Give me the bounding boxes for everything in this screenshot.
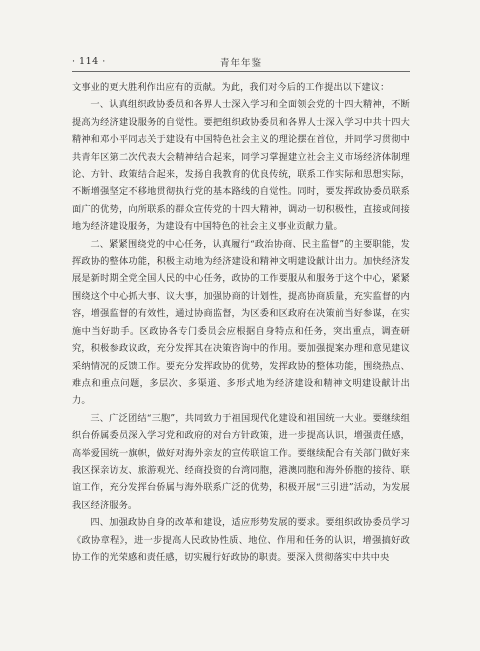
paragraph-item-2: 二、紧紧围绕党的中心任务，认真履行“政治协商、民主监督”的主要职能，发挥政协的整体功能，积极主动地为经济建设和精神文明建设献计出力。加快经济发展是新时期全党全国人民的中心任务，政协的工作要服从和服务于这个中心，紧紧围绕这个中心抓大事、议大事，加强协商的计划性，提高协商质量，充实监督的内容，增强监督的有效性，通过协商监督，为区委和区政府在决策前当好参谋，在实施中当好助手。区政协各专门委员会应根据自身特点和任务，突出重点，调查研究，积极参政议政，充分发挥其在决策咨询中的作用。要加强提案办理和意见建议采纳情况的反馈工作。要充分发挥政协的优势，发挥政协的整体功能，围绕热点、难点和重点问题，多层次、多渠道、多形式地为经济建设和精神文明建设献计出力。 <box>72 238 410 407</box>
body-text <box>72 79 410 566</box>
paragraph-item-4: 四、加强政协自身的改革和建设，适应形势发展的要求。要组织政协委员学习《政协章程》，进一步提高人民政协性质、地位、作用和任务的认识，增强搞好政协工作的光荣感和责任感，切实履行好政协的职责。要深入贯彻落实中共中央 <box>72 517 410 563</box>
paragraph-item-1: 一、认真组织政协委员和各界人士深入学习和全面领会党的十四大精神，不断提高为经济建设服务的自觉性。要把组织政协委员和各界人士深入学习中共十四大精神和邓小平同志关于建设有中国特色社会主义的理论摆在首位，并同学习贯彻中共青年区第二次代表大会精神结合起来，同学习掌握建立社会主义市场经济体制理论、方针、政策结合起来，发扬自我教育的优良传统，联系工作实际和思想实际，不断增强坚定不移地贯彻执行党的基本路线的自觉性。同时，要发挥政协委员联系面广的优势，向所联系的群众宣传党的十四大精神，调动一切积极性，直接或间接地为经济建设服务，为建设有中国特色的社会主义事业贡献力量。 <box>72 99 410 233</box>
paragraph-continuation: 文事业的更大胜利作出应有的贡献。为此，我们对今后的工作提出以下建议： <box>72 82 390 93</box>
running-header <box>72 55 410 72</box>
paragraph-item-3: 三、广泛团结“三胞”，共同致力于祖国现代化建设和祖国统一大业。要继续组织台侨属委员深入学习党和政府的对台方针政策，进一步提高认识，增强责任感，高举爱国统一旗帜，做好对海外亲友的宣传联谊工作。要继续配合有关部门做好来我区探亲访友、旅游观光、经商投资的台湾同胞，港澳同胞和海外侨胞的接待、联谊工作，充分发挥台侨属与海外联系广泛的优势，积极开展“三引进”活动，为发展我区经济服务。 <box>72 412 410 511</box>
running-title: 青年年鉴 <box>219 58 262 69</box>
page-number: · 114 · <box>72 56 106 67</box>
